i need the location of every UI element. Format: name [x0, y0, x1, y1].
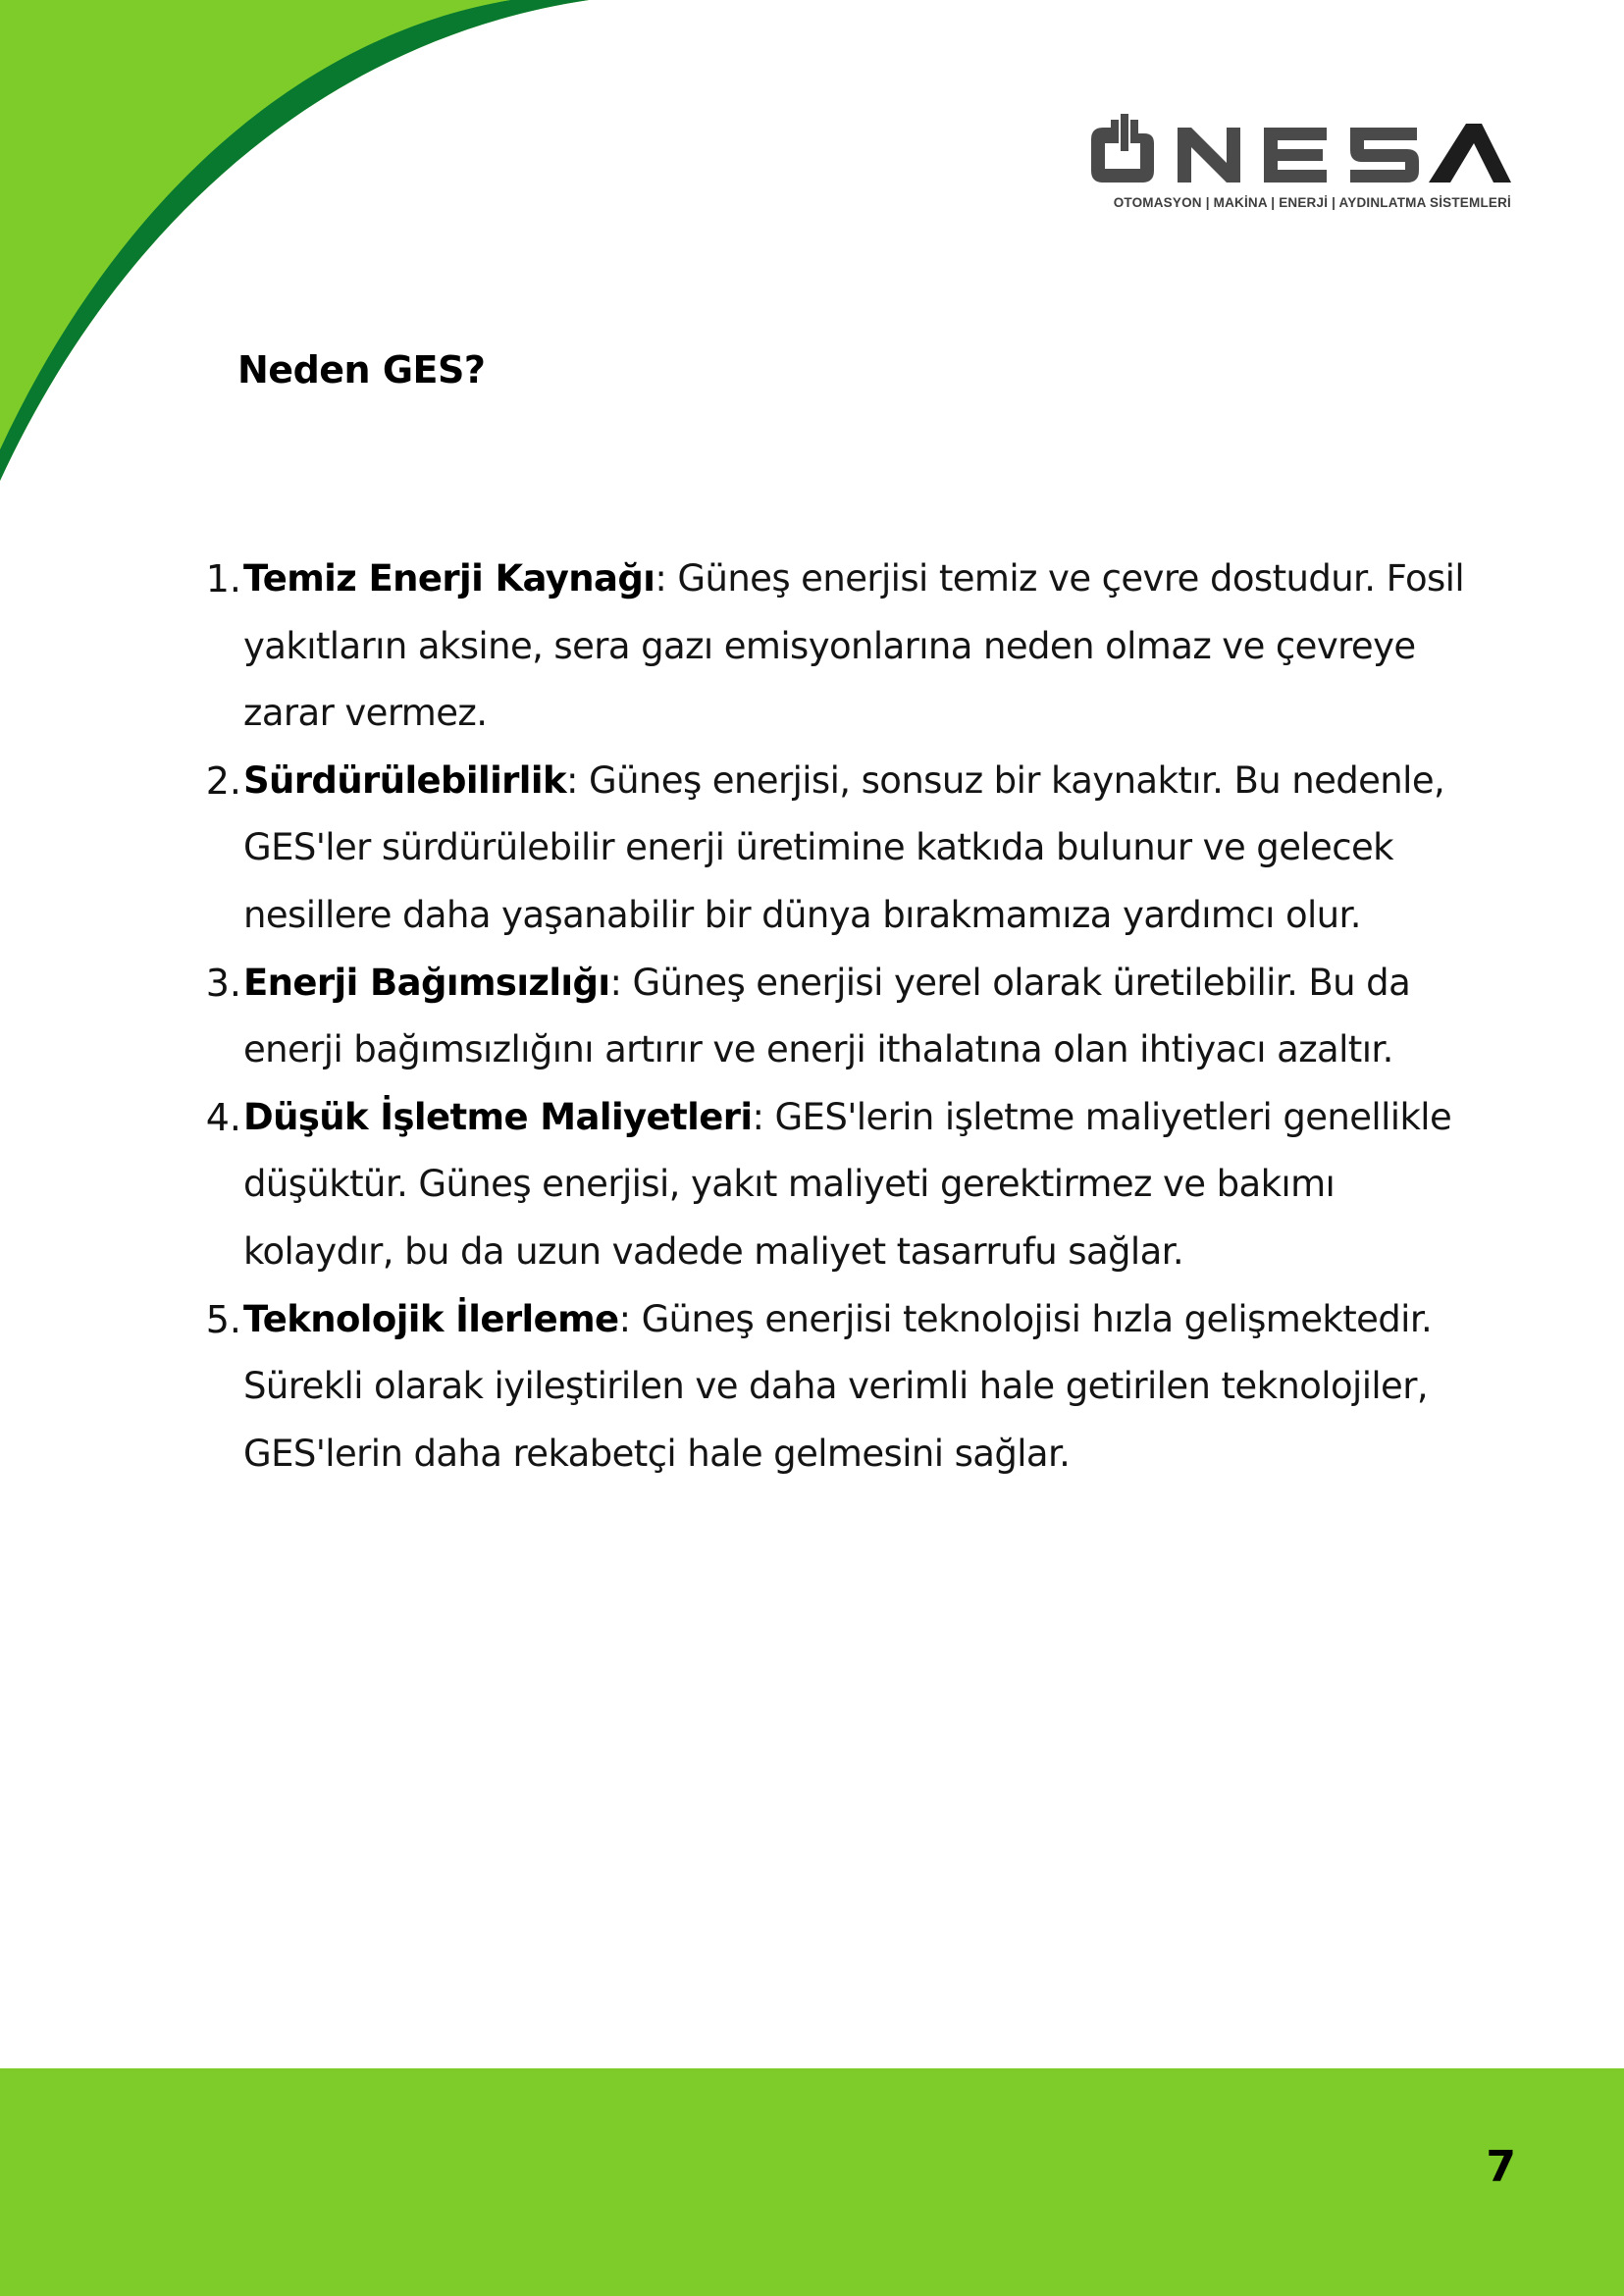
list-item-term: Teknolojik İlerleme [243, 1297, 619, 1340]
list-item [192, 1286, 1468, 1488]
logo-letter-n [1178, 128, 1240, 183]
list-item-text [241, 1084, 1468, 1286]
page-title: Neden GES? [237, 348, 486, 391]
list-item-term: Temiz Enerji Kaynağı [243, 557, 655, 600]
list-item-description: : Güneş enerjisi yerel olarak üretilebilir. Bu da enerji bağımsızlığını artırır ve enerji ithalatına olan ihtiyacı azaltır. [243, 961, 1411, 1071]
reasons-list [192, 546, 1468, 1487]
list-item-text [241, 546, 1468, 748]
list-item-text [241, 950, 1468, 1084]
logo-letter-a [1429, 124, 1511, 183]
list-item-term: Sürdürülebilirlik [243, 758, 566, 802]
list-item-text [241, 748, 1468, 950]
list-item-number: 3. [205, 961, 241, 1005]
list-item-description: : GES'lerin işletme maliyetleri genellikle düşüktür. Güneş enerjisi, yakıt maliyeti gerektirmez ve bakımı kolaydır, bu da uzun vadede maliyet tasarrufu sağlar. [243, 1095, 1452, 1273]
list-item-term: Düşük İşletme Maliyetleri [243, 1095, 753, 1138]
list-item-number: 2. [205, 758, 241, 803]
list-item-number: 1. [205, 557, 241, 600]
list-item-description: : Güneş enerjisi temiz ve çevre dostudur. Fosil yakıtların aksine, sera gazı emisyonlarına neden olmaz ve çevreye zarar vermez. [243, 557, 1465, 735]
company-logo [1091, 114, 1511, 218]
list-item [192, 748, 1468, 950]
list-item-text [241, 1286, 1468, 1488]
onesa-wordmark [1091, 114, 1511, 188]
logo-letter-e [1264, 128, 1327, 183]
logo-tagline: OTOMASYON | MAKİNA | ENERJİ | AYDINLATMA SİSTEMLERİ [1113, 195, 1511, 210]
list-item-term: Enerji Bağımsızlığı [243, 961, 610, 1004]
logo-letter-s [1350, 128, 1419, 183]
list-item-number: 4. [205, 1095, 241, 1139]
list-item [192, 1084, 1468, 1286]
page-number: 7 [1486, 2142, 1516, 2192]
list-item [192, 546, 1468, 748]
corner-decoration [0, 0, 608, 510]
list-item [192, 950, 1468, 1084]
footer-band [0, 2068, 1624, 2296]
list-item-description: : Güneş enerjisi teknolojisi hızla gelişmektedir. Sürekli olarak iyileştirilen ve daha verimli hale getirilen teknolojiler, GES'lerin daha rekabetçi hale gelmesini sağlar. [243, 1297, 1433, 1475]
logo-power-stem-inner [1121, 114, 1128, 151]
list-item-description: : Güneş enerjisi, sonsuz bir kaynaktır. Bu nedenle, GES'ler sürdürülebilir enerji üretimine katkıda bulunur ve gelecek nesillere daha yaşanabilir bir dünya bırakmamıza yardımcı olur. [243, 758, 1445, 936]
list-item-number: 5. [205, 1297, 241, 1341]
